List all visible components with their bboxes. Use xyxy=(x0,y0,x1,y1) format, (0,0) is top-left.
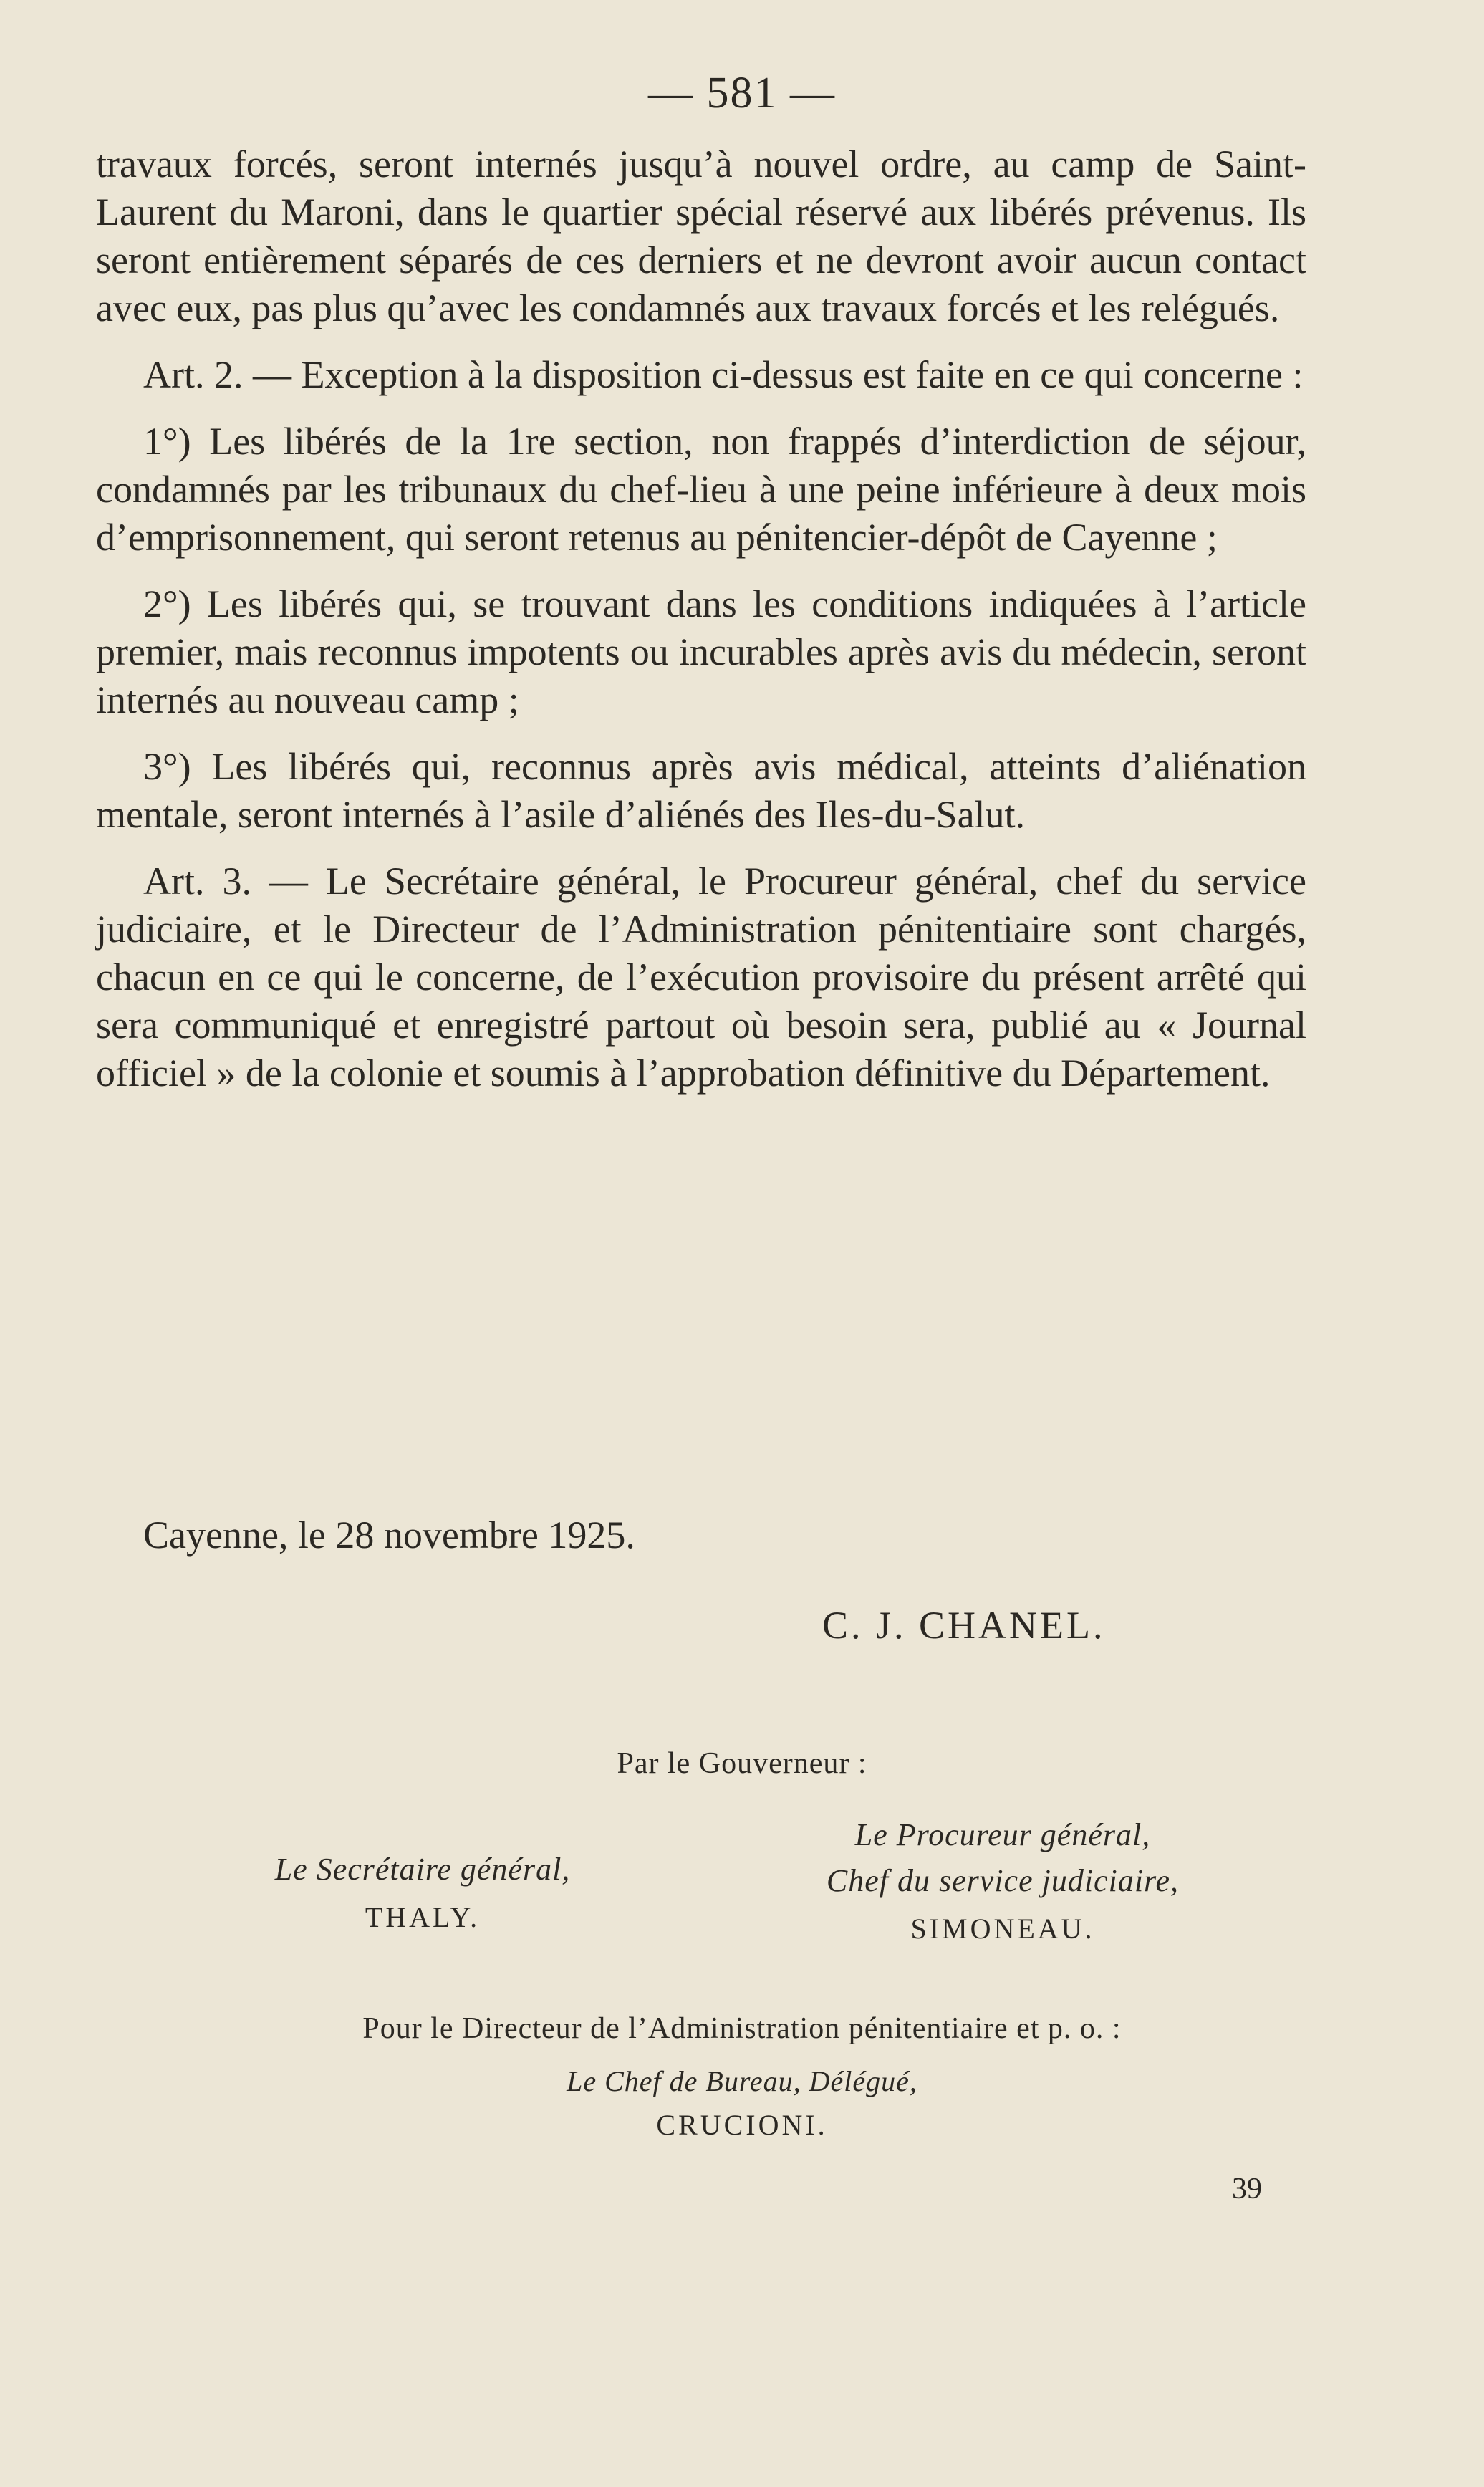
procureur-role-line1: Le Procureur général, xyxy=(854,1817,1151,1852)
secretaire-signature-block xyxy=(179,1847,666,1943)
procureur-signature-block xyxy=(752,1812,1253,1954)
article-3: Art. 3. — Le Secrétaire général, le Procureur général, chef du service judiciaire, et le Directeur de l’Administration pénitentiaire sont chargés, chacun en ce qui le concerne, de l’exécution provisoire du présent arrêté qui sera communiqué et enregistré partout où besoin sera, publié au « Journal officiel » de la colonie et soumis à l’approbation définitive du Département. xyxy=(96,860,1306,1095)
secretaire-name: THALY. xyxy=(365,1901,481,1933)
pour-le-directeur: Pour le Directeur de l’Administration pénitentiaire et p. o. : xyxy=(362,2012,1122,2045)
paragraph-continuation: travaux forcés, seront internés jusqu’à nouvel ordre, au camp de Saint-Laurent du Maroni, dans le quartier spécial réservé aux libérés prévenus. Ils seront entièrement séparés de ces derniers et ne devront avoir aucun contact avec eux, pas plus qu’avec les condamnés aux travaux forcés et les relégués. xyxy=(96,143,1306,329)
signature-mark: 39 xyxy=(1232,2173,1262,2205)
governor-signature: C. J. CHANEL. xyxy=(822,1604,1106,1647)
page-number: — 581 — xyxy=(648,69,836,117)
article-2-item-2: 2°) Les libérés qui, se trouvant dans les conditions indiquées à l’article premier, mais reconnus impotents ou incurables après avis du médecin, seront internés au nouveau camp ; xyxy=(96,582,1306,721)
article-2-heading: Art. 2. — Exception à la disposition ci-dessus est faite en ce qui concerne : xyxy=(143,353,1304,396)
dateline: Cayenne, le 28 novembre 1925. xyxy=(143,1514,635,1557)
article-2-item-1: 1°) Les libérés de la 1re section, non frappés d’interdiction de séjour, condamnés par les tribunaux du chef-lieu à une peine inférieure à deux mois d’emprisonnement, qui seront retenus au pénitencier-dépôt de Cayenne ; xyxy=(96,420,1306,559)
chef-bureau-signature-block xyxy=(0,2063,1484,2150)
secretaire-role: Le Secrétaire général, xyxy=(274,1852,571,1887)
procureur-name: SIMONEAU. xyxy=(910,1913,1095,1945)
chef-bureau-name: CRUCIONI. xyxy=(656,2109,828,2141)
chef-bureau-role: Le Chef de Bureau, Délégué, xyxy=(567,2065,917,2097)
article-2-item-3: 3°) Les libérés qui, reconnus après avis médical, atteints d’aliénation mentale, seront internés à l’asile d’aliénés des Iles-du-Salut. xyxy=(96,745,1306,836)
procureur-role-line2: Chef du service judiciaire, xyxy=(826,1863,1180,1898)
par-le-gouverneur: Par le Gouverneur : xyxy=(617,1747,867,1780)
decree-body xyxy=(96,140,1306,1116)
